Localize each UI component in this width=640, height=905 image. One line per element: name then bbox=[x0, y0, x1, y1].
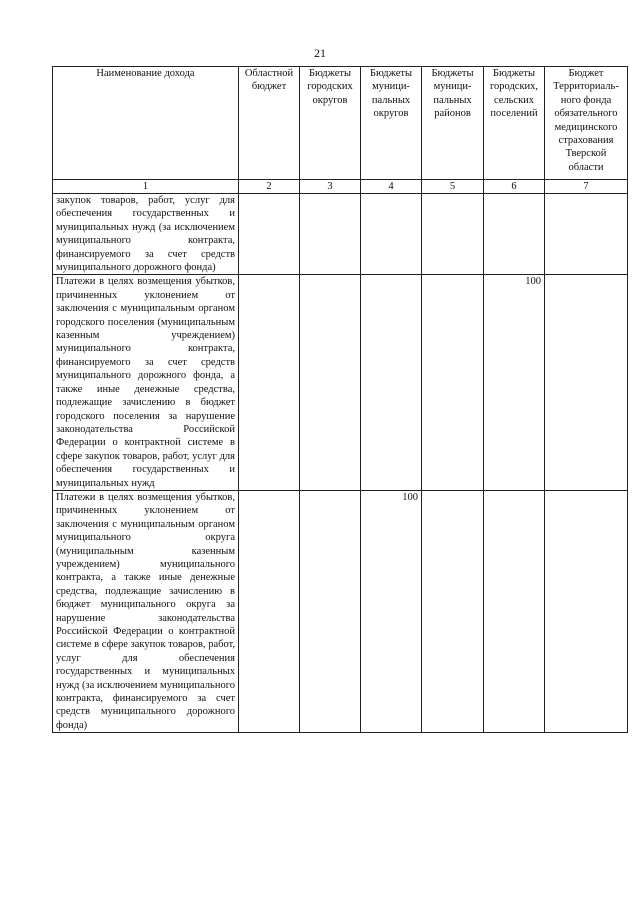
column-number-row bbox=[53, 180, 628, 194]
table-row bbox=[53, 194, 628, 275]
revenue-name: закупок товаров, работ, услуг для обеспечения государственных и муниципальных нужд (за исключением муниципального контракта, финансируемого за счет средств муниципального дорожного фонда) bbox=[53, 194, 239, 275]
value-cell bbox=[239, 275, 300, 491]
column-number: 6 bbox=[484, 180, 545, 194]
column-number: 3 bbox=[300, 180, 361, 194]
value-cell bbox=[239, 194, 300, 275]
column-number: 4 bbox=[361, 180, 422, 194]
value-cell bbox=[545, 275, 628, 491]
revenue-name: Платежи в целях возмещения убытков, причиненных уклонением от заключения с муниципальным органом городского поселения (муниципальным казенным учреждением) муниципального контракта, финансируемого за счет средств муниципального дорожного фонда, а также иные денежные средства, подлежащие зачислению в бюджет городского поселения за нарушение законодательства Российской Федерации о контрактной системе в сфере закупок товаров, работ, услуг для обеспечения государственных и муниципальных нужд bbox=[53, 275, 239, 491]
page-number: 21 bbox=[314, 46, 326, 60]
column-number: 7 bbox=[545, 180, 628, 194]
value-cell bbox=[300, 275, 361, 491]
value-cell bbox=[239, 490, 300, 732]
header-medical-insurance-fund: Бюджет Территориаль-ного фонда обязательного медицинского страхования Тверской области bbox=[545, 67, 628, 180]
value-cell bbox=[300, 194, 361, 275]
column-number: 1 bbox=[53, 180, 239, 194]
value-cell bbox=[422, 490, 484, 732]
value-cell bbox=[545, 490, 628, 732]
value-cell bbox=[361, 194, 422, 275]
revenue-name: Платежи в целях возмещения убытков, причиненных уклонением от заключения с муниципальным органом муниципального округа (муниципальным казенным учреждением) муниципального контракта, а также иные денежные средства, подлежащие зачислению в бюджет муниципального округа за нарушение законодательства Российской Федерации о контрактной системе в сфере закупок товаров, работ, услуг для обеспечения государственных и муниципальных нужд (за исключением муниципального контракта, финансируемого за счет средств муниципального дорожного фонда) bbox=[53, 490, 239, 732]
header-municipal-areas: Бюджеты муници-пальных районов bbox=[422, 67, 484, 180]
value-cell bbox=[484, 194, 545, 275]
value-cell: 100 bbox=[484, 275, 545, 491]
revenue-distribution-table bbox=[52, 66, 628, 733]
column-number: 2 bbox=[239, 180, 300, 194]
value-cell: 100 bbox=[361, 490, 422, 732]
header-city-districts: Бюджеты городских округов bbox=[300, 67, 361, 180]
table-row bbox=[53, 275, 628, 491]
header-row bbox=[53, 67, 628, 180]
value-cell bbox=[422, 275, 484, 491]
value-cell bbox=[422, 194, 484, 275]
value-cell bbox=[545, 194, 628, 275]
table-row bbox=[53, 490, 628, 732]
header-municipal-districts: Бюджеты муници-пальных округов bbox=[361, 67, 422, 180]
value-cell bbox=[484, 490, 545, 732]
column-number: 5 bbox=[422, 180, 484, 194]
value-cell bbox=[300, 490, 361, 732]
header-settlements: Бюджеты городских, сельских поселений bbox=[484, 67, 545, 180]
header-revenue-name: Наименование дохода bbox=[53, 67, 239, 180]
header-regional-budget: Областной бюджет bbox=[239, 67, 300, 180]
value-cell bbox=[361, 275, 422, 491]
